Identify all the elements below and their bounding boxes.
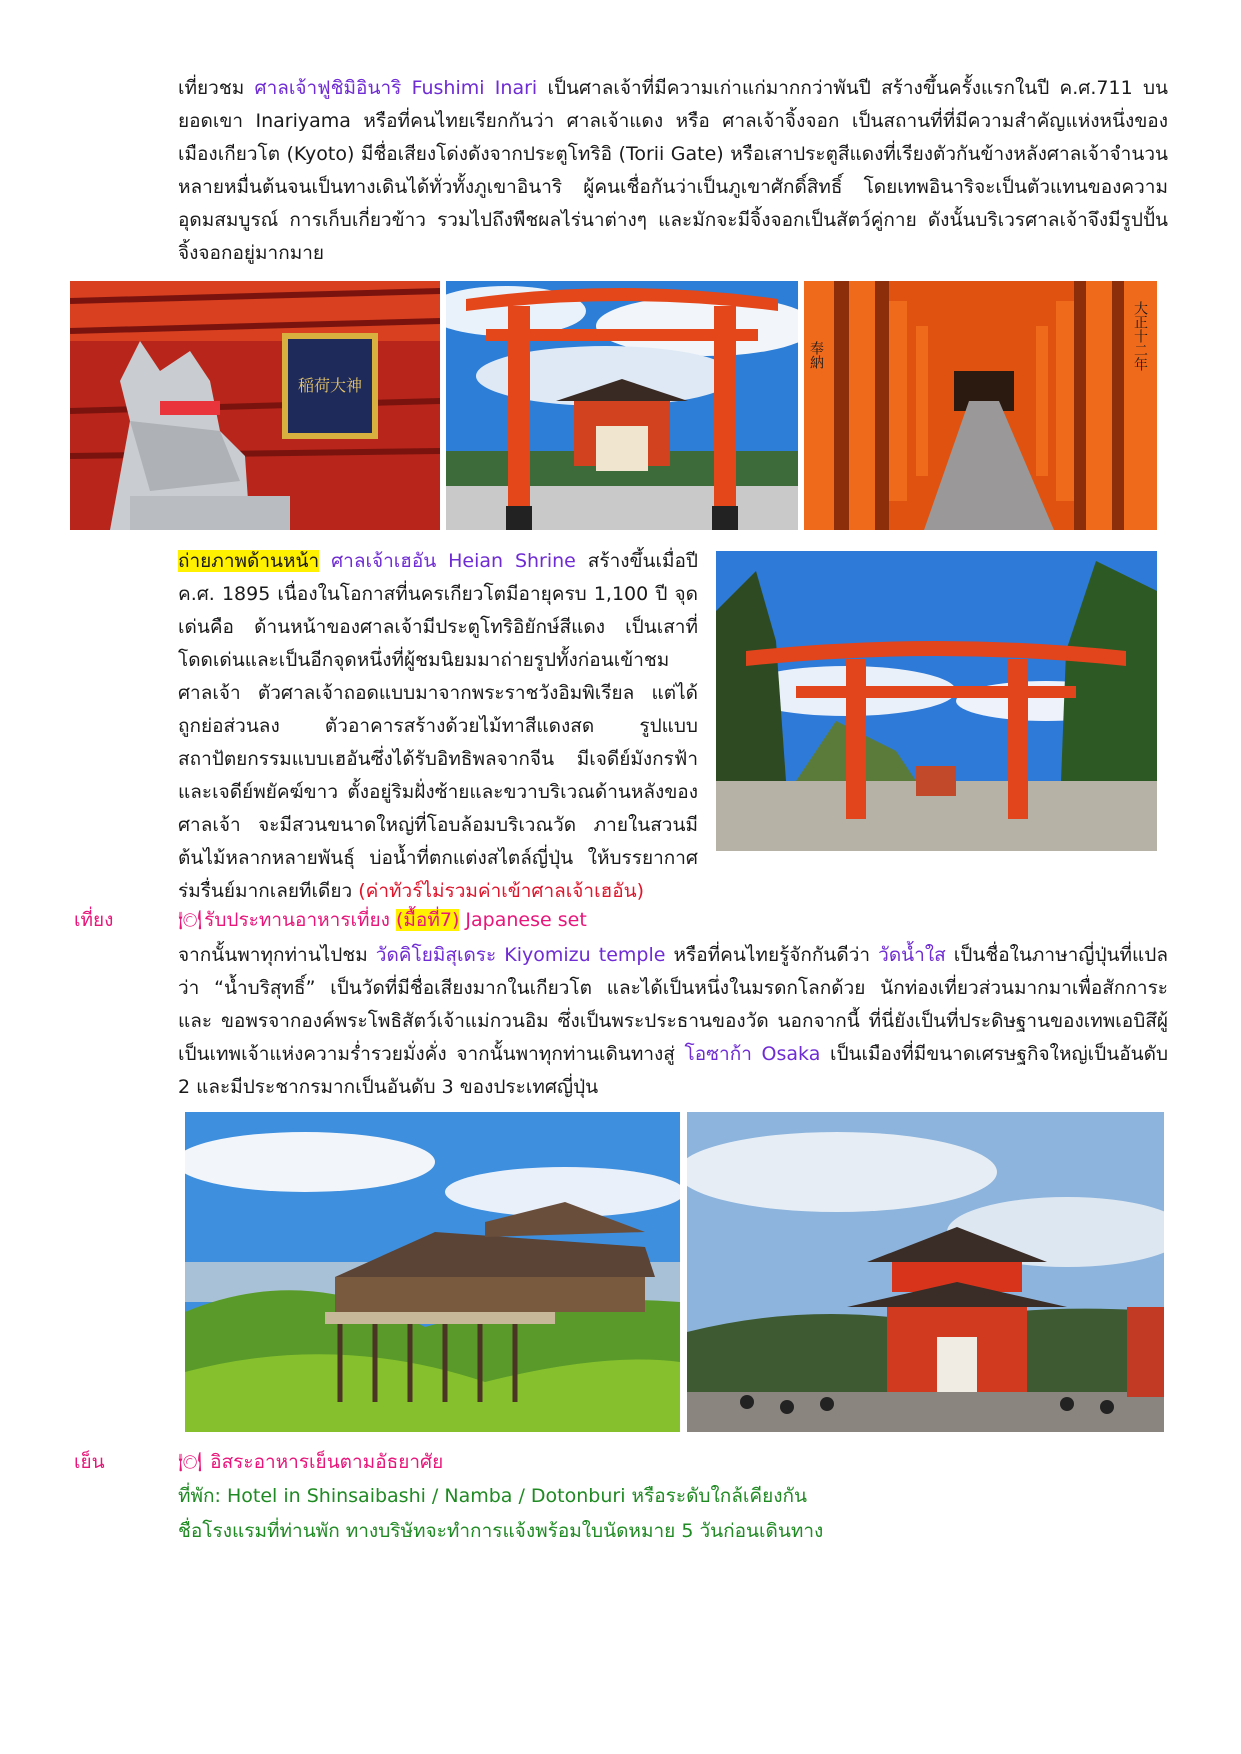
kiyomizu-temple-photo: [185, 1112, 680, 1432]
fushimi-name: ศาลเจ้าฟูชิมิอินาริ Fushimi Inari: [254, 77, 538, 99]
meal-icon: 🍽: [178, 909, 203, 931]
lunch-text-b: Japanese set: [459, 909, 587, 931]
heian-note: (ค่าทัวร์ไม่รวมค่าเข้าศาลเจ้าเฮอัน): [358, 880, 645, 902]
lunch-meal-number: (มื้อที่7): [396, 909, 460, 931]
heian-body: สร้างขึ้นเมื่อปี ค.ศ. 1895 เนื่องในโอกาสที่นครเกียวโตมีอายุครบ 1,100 ปี จุดเด่นคือ ด้านหน้าของศาลเจ้ามีประตูโทริอิยักษ์สีแดง เป็นเสาที่โดดเด่นและเป็นอีกจุดหนึ่งที่ผู้ชมนิยมมาถ่ายรูปทั้งก่อนเข้าชมศาลเจ้า ตัวศาลเจ้าถอดแบบมาจากพระราชวังอิมพิเรียล แต่ได้ถูกย่อส่วนลง ตัวอาคารสร้างด้วยไม้ทาสีแดงสด รูปแบบสถาปัตยกรรมแบบเฮอันซึ่งได้รับอิทธิพลจากจีน มีเจดีย์มังกรฟ้าและเจดีย์พยัคฆ์ขาว ตั้งอยู่ริมฝั่งซ้ายและขวาบริเวณด้านหลังของศาลเจ้า จะมีสวนขนาดใหญ่ที่โอบล้อมบริเวณวัด ภายในสวนมีต้นไม้หลากหลายพันธุ์ บ่อน้ำที่ตกแต่งสไตล์ญี่ปุ่น ให้บรรยากาศร่มรื่นย์มากเลยทีเดียว: [178, 550, 698, 902]
fushimi-paragraph: [178, 72, 1168, 270]
kiyomizu-paragraph: [178, 939, 1168, 1104]
hotel-line: ที่พัก: Hotel in Shinsaibashi / Namba / Dotonburi หรือระดับใกล้เคียงกัน: [178, 1485, 808, 1507]
kiyomizu-gate-photo: [687, 1112, 1164, 1432]
torii-tunnel-photo: [804, 281, 1157, 530]
lunch-line: [178, 905, 587, 935]
hotel-notice: ชื่อโรงแรมที่ท่านพัก ทางบริษัทจะทำการแจ้งพร้อมใบนัดหมาย 5 วันก่อนเดินทาง: [178, 1520, 824, 1542]
dinner-meal-icon: 🍽: [178, 1451, 203, 1473]
heian-paragraph: [178, 545, 698, 908]
kiyomizu-tail: เป็นเมืองที่มีขนาดเศรษฐกิจใหญ่เป็นอันดับ 2 และมีประชากรมากเป็นอันดับ 3 ของประเทศญี่ปุ่น: [178, 1043, 1169, 1098]
kiyomizu-mid: หรือที่คนไทยรู้จักกันดีว่า: [665, 944, 879, 966]
dinner-text: อิสระอาหารเย็นตามอัธยาศัย: [204, 1451, 444, 1473]
kiyomizu-body: เป็นชื่อในภาษาญี่ปุ่นที่แปลว่า “น้ำบริสุทธิ์” เป็นวัดที่มีชื่อเสียงมากในเกียวโต และได้เป็นหนึ่งในมรดกโลกด้วย นักท่องเที่ยวส่วนมากมาเพื่อสักการะ และ ขอพรจากองค์พระโพธิสัตว์เจ้าแม่กวนอิม ซึ่งเป็นพระประธานของวัด นอกจากนี้ ที่นี่ยังเป็นที่ประดิษฐานของเทพเอบิสึผู้เป็นเทพเจ้าแห่งความร่ำรวยมั่งคั่ง จากนั้นพาทุกท่านเดินทางสู่: [178, 944, 1168, 1065]
fushimi-body: เป็นศาลเจ้าที่มีความเก่าแก่มากกว่าพันปี สร้างขึ้นครั้งแรกในปี ค.ศ.711 บนยอดเขา Inariyama หรือที่คนไทยเรียกกันว่า ศาลเจ้าแดง หรือ ศาลเจ้าจิ้งจอก เป็นสถานที่ที่มีความสำคัญแห่งหนึ่งของเมืองเกียวโต (Kyoto) มีชื่อเสียงโด่งดังจากประตูโทริอิ (Torii Gate) หรือเสาประตูสีแดงที่เรียงตัวกันข้างหลังศาลเจ้าจำนวนหลายหมื่นต้นจนเป็นทางเดินได้ทั่วทั้งภูเขาอินาริ ผู้คนเชื่อกันว่าเป็นภูเขาศักดิ์สิทธิ์ โดยเทพอินาริจะเป็นตัวแทนของความอุดมสมบูรณ์ การเก็บเกี่ยวข้าว รวมไปถึงพืชผลไร่นาต่างๆ และมักจะมีจิ้งจอกเป็นสัตว์คู่กาย ดังนั้นบริเวรศาลเจ้าจึงมีรูปปั้นจิ้งจอกอยู่มากมาย: [178, 77, 1168, 264]
kiyomizu-name: วัดคิโยมิสุเดระ Kiyomizu temple: [375, 944, 666, 966]
heian-name: ศาลเจ้าเฮอัน Heian Shrine: [319, 550, 576, 572]
kiyomizu-lead: จากนั้นพาทุกท่านไปชม: [178, 944, 376, 966]
dinner-line: [178, 1447, 443, 1477]
fox-plaque-text: 稲荷大神: [297, 376, 363, 395]
heian-highlight: ถ่ายภาพด้านหน้า: [178, 550, 320, 572]
lunch-text-a: รับประทานอาหารเที่ยง: [204, 909, 396, 931]
kiyomizu-alias: วัดน้ำใส: [878, 944, 946, 966]
lunch-label: เที่ยง: [74, 909, 114, 931]
osaka-name: โอซาก้า Osaka: [684, 1043, 821, 1065]
fox-statue-photo: [70, 281, 440, 530]
torii-inscription-left: 奉納: [808, 341, 824, 369]
torii-gate-photo: [446, 281, 798, 530]
dinner-label: เย็น: [74, 1451, 105, 1473]
torii-inscription-right: 大正十二年: [1132, 301, 1148, 371]
heian-shrine-photo: [716, 551, 1157, 851]
fushimi-lead: เที่ยวชม: [178, 77, 255, 99]
